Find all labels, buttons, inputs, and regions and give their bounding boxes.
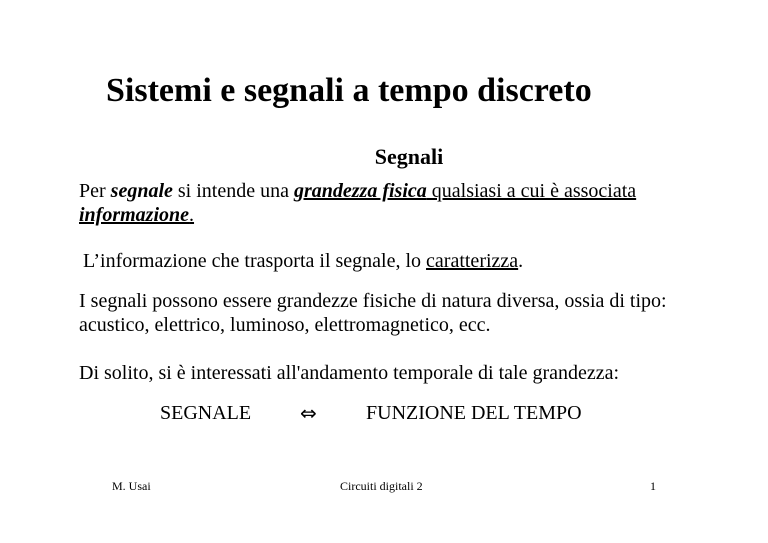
equivalence-right: FUNZIONE DEL TEMPO bbox=[366, 402, 582, 424]
period: . bbox=[518, 250, 524, 272]
term-caratterizza: caratterizza bbox=[426, 250, 519, 272]
signal-types-paragraph: I segnali possono essere grandezze fisiche di natura diversa, ossia di tipo: acustico, elettrico, luminoso, elettromagnetico, ecc. bbox=[79, 290, 667, 336]
equivalence-arrow-icon: ⇔ bbox=[300, 401, 317, 425]
section-heading: Segnali bbox=[374, 144, 444, 169]
footer-page-number: 1 bbox=[650, 479, 656, 493]
equivalence-left: SEGNALE bbox=[160, 402, 252, 424]
underlined-text: qualsiasi a cui è associata bbox=[426, 180, 637, 202]
footer-course: Circuiti digitali 2 bbox=[340, 479, 423, 493]
information-paragraph bbox=[83, 249, 723, 273]
footer-author: M. Usai bbox=[112, 479, 151, 493]
definition-paragraph bbox=[79, 179, 719, 227]
term-segnale: segnale bbox=[110, 180, 173, 202]
period: . bbox=[189, 204, 195, 226]
slide-title: Sistemi e segnali a tempo discreto bbox=[106, 72, 592, 109]
term-informazione: informazione bbox=[79, 204, 190, 226]
temporal-paragraph: Di solito, si è interessati all'andamento temporale di tale grandezza: bbox=[79, 362, 620, 384]
term-grandezza-fisica: grandezza fisica bbox=[293, 180, 427, 202]
text-run: si intende una bbox=[172, 180, 294, 202]
text-run: L’informazione che trasporta il segnale, lo bbox=[83, 250, 427, 272]
text-run: Per bbox=[79, 180, 111, 202]
